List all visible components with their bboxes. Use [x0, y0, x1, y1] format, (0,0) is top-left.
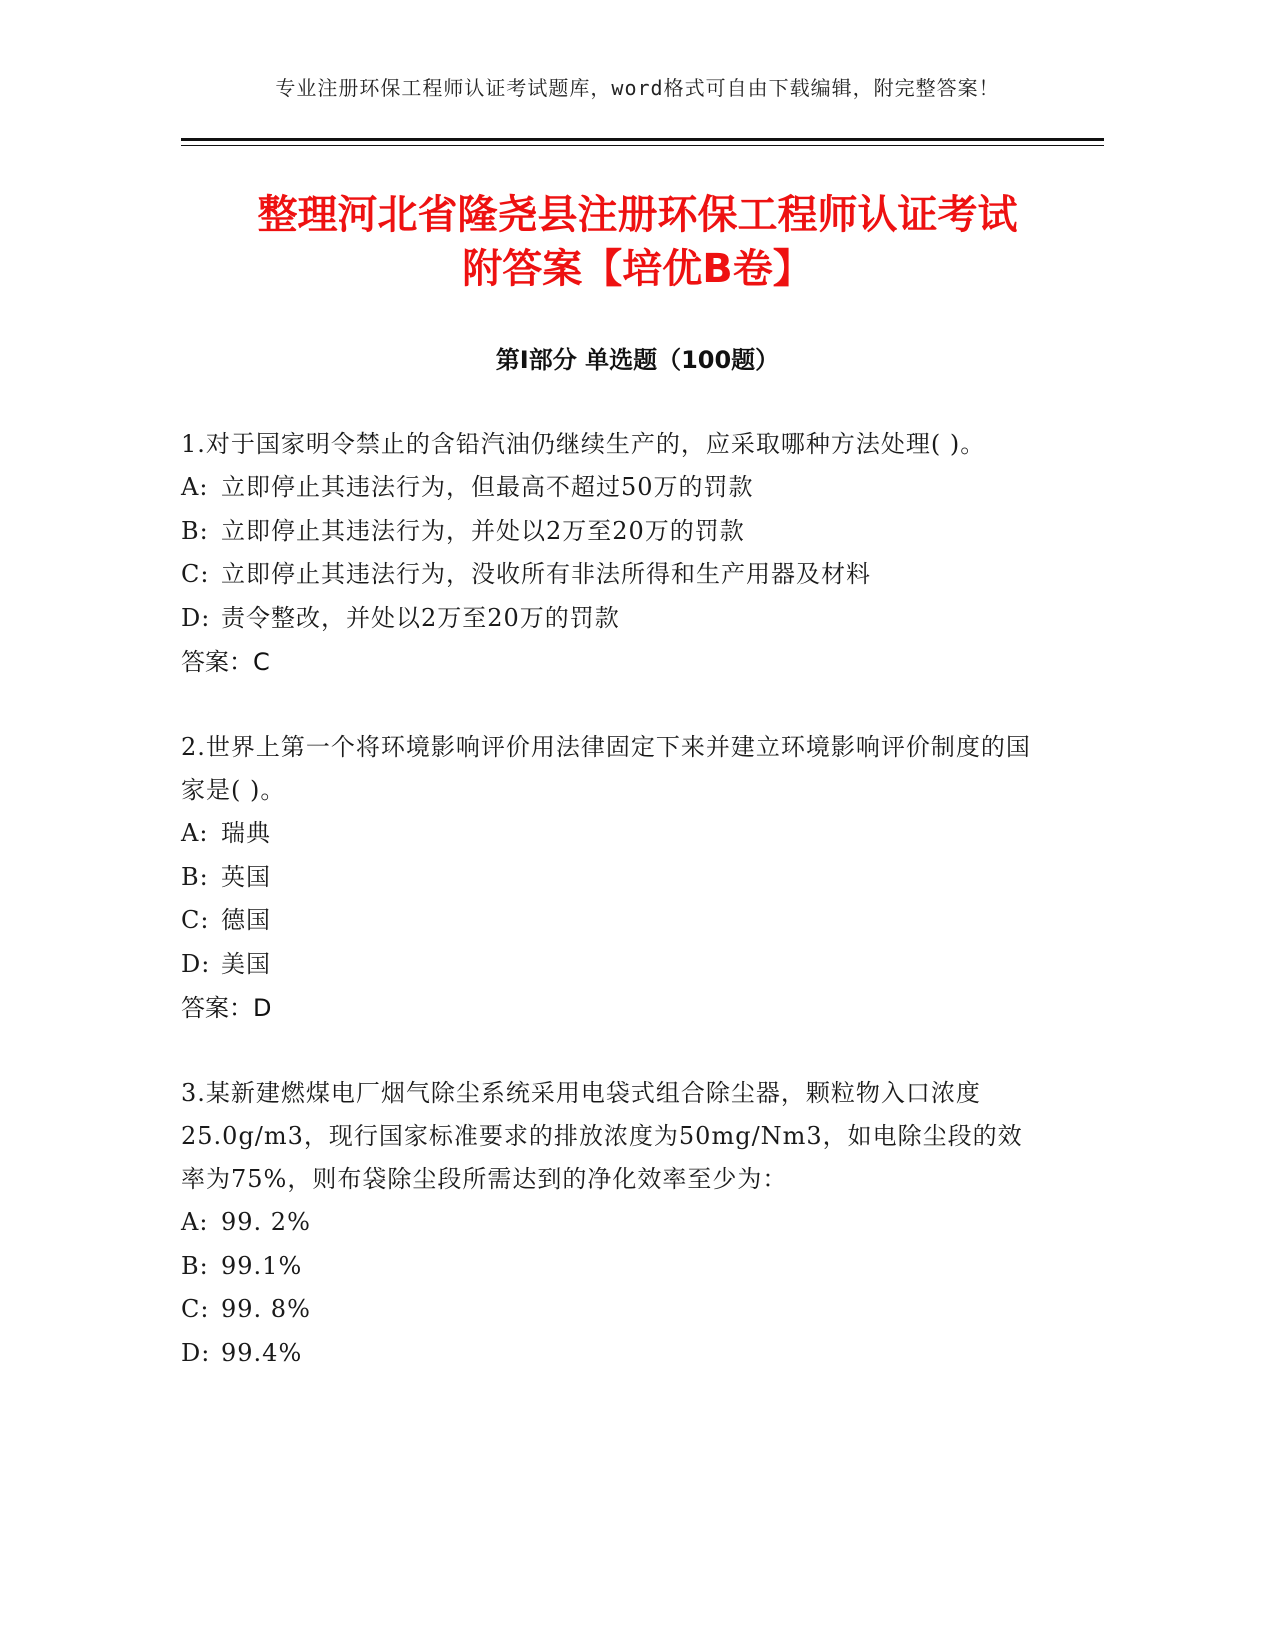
page-header: 专业注册环保工程师认证考试题库，word格式可自由下载编辑，附完整答案！: [275, 76, 1000, 100]
answer-line: 答案：D: [181, 994, 272, 1022]
option-b: [181, 856, 1031, 900]
option-letter: D:: [181, 1338, 211, 1367]
option-text: 瑞典: [221, 819, 271, 847]
option-a: [181, 1201, 1031, 1245]
option-letter: C:: [181, 560, 210, 588]
option-text: 英国: [221, 862, 271, 891]
option-letter: A:: [181, 1208, 209, 1236]
option-c: [181, 553, 1031, 597]
header-rule-thick: [181, 138, 1104, 141]
option-text: 立即停止其违法行为，并处以2万至20万的罚款: [221, 516, 745, 545]
question-stem: 1.对于国家明令禁止的含铅汽油仍继续生产的，应采取哪种方法处理( )。: [181, 430, 986, 458]
question-1: [181, 423, 1031, 684]
option-d: [181, 597, 1031, 641]
question-stem: 3.某新建燃煤电厂烟气除尘系统采用电袋式组合除尘器，颗粒物入口浓度25.0g/m3，现行国家标准要求的排放浓度为50mg/Nm3，如电除尘段的效率为75%，则布袋除尘段所需达到的净化效率至少为：: [181, 1079, 1023, 1193]
option-b: [181, 1245, 1031, 1289]
header-rule-thin: [181, 145, 1104, 146]
option-letter: D:: [181, 949, 211, 978]
question-stem: 2.世界上第一个将环境影响评价用法律固定下来并建立环境影响评价制度的国家是( )。: [181, 733, 1031, 804]
option-a: [181, 812, 1031, 856]
option-a: [181, 466, 1031, 510]
option-letter: B:: [181, 1251, 209, 1280]
option-text: 立即停止其违法行为，没收所有非法所得和生产用器及材料: [221, 560, 871, 588]
option-letter: C:: [181, 1295, 210, 1323]
option-text: 99.1%: [221, 1251, 303, 1280]
option-text: 99. 2%: [221, 1208, 311, 1236]
section-title: 第Ⅰ部分 单选题（100题）: [495, 346, 780, 374]
title-line-1: 整理河北省隆尧县注册环保工程师认证考试: [257, 192, 1018, 238]
option-c: [181, 1288, 1031, 1332]
option-text: 99.4%: [221, 1338, 303, 1367]
option-letter: A:: [181, 819, 209, 847]
answer-line: 答案：C: [181, 648, 270, 676]
title-line-2: 附答案【培优B卷】: [462, 246, 813, 292]
question-list: [181, 423, 1031, 1417]
question-3: [181, 1072, 1031, 1375]
option-text: 立即停止其违法行为，但最高不超过50万的罚款: [221, 473, 754, 501]
option-text: 99. 8%: [221, 1295, 311, 1323]
option-d: [181, 943, 1031, 987]
option-text: 责令整改，并处以2万至20万的罚款: [221, 603, 620, 632]
option-letter: B:: [181, 516, 209, 545]
option-d: [181, 1332, 1031, 1376]
question-2: [181, 726, 1031, 1030]
option-text: 德国: [221, 906, 271, 934]
document-title: [0, 188, 1275, 296]
option-b: [181, 510, 1031, 554]
option-c: [181, 899, 1031, 943]
option-letter: B:: [181, 862, 209, 891]
option-letter: A:: [181, 473, 209, 501]
option-letter: C:: [181, 906, 210, 934]
option-letter: D:: [181, 603, 211, 632]
option-text: 美国: [221, 949, 271, 978]
